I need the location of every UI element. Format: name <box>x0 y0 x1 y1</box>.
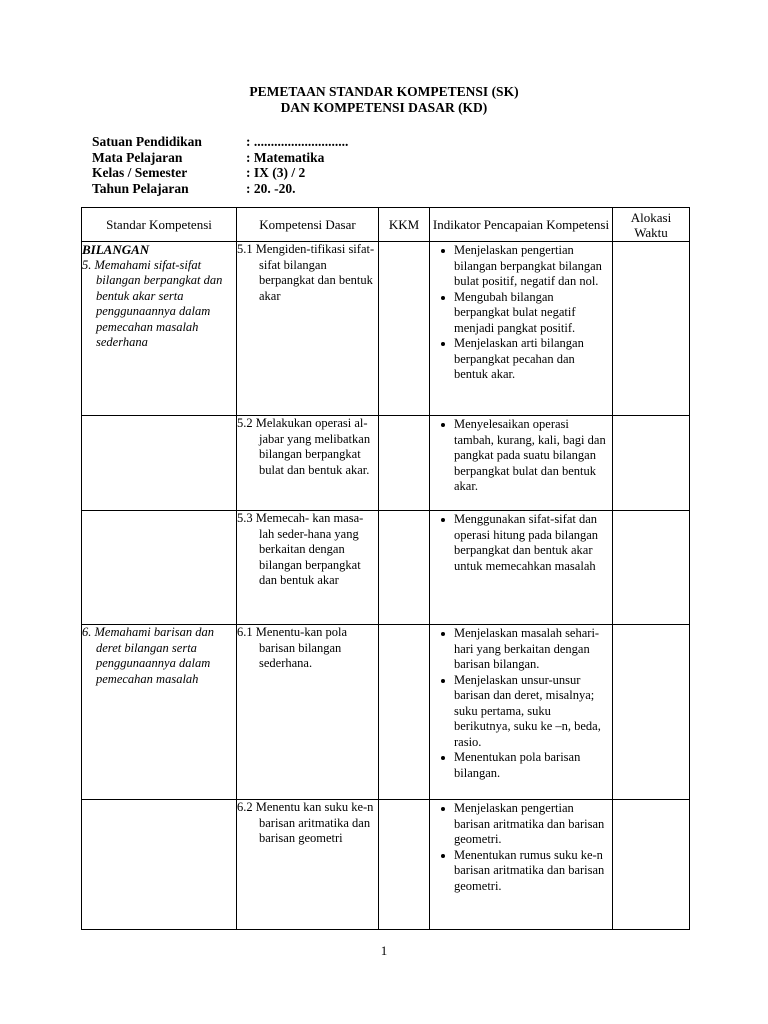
sk-text: 5. Memahami sifat-sifat bilangan berpangkat dan bentuk akar serta penggunaannya dalam pemecahan masalah sederhana <box>82 257 223 349</box>
info-value: : IX (3) / 2 <box>246 165 306 180</box>
document-title <box>0 84 768 116</box>
indikator-item: Menjelaskan arti bilangan berpangkat pecahan dan bentuk akar. <box>454 336 608 383</box>
header-indikator: Indikator Pencapaian Kompetensi <box>430 208 613 242</box>
indikator-item: Menggunakan sifat-sifat dan operasi hitung pada bilangan berpangkat dan bentuk akar untuk memecahkan masalah <box>454 512 608 574</box>
indikator-item: Menjelaskan pengertian bilangan berpangkat bilangan bulat positif, negatif dan nol. <box>454 243 608 290</box>
sk-heading: BILANGAN <box>82 242 150 257</box>
kd-cell <box>237 416 379 511</box>
indikator-cell <box>430 800 613 930</box>
kd-text: 5.3 Memecah- kan masa-lah seder-hana yang berkaitan dengan bilangan berpangkat dan bentuk akar <box>237 511 364 587</box>
info-row <box>92 150 348 166</box>
kkm-cell <box>379 511 430 625</box>
kkm-cell <box>379 242 430 416</box>
indikator-item: Menentukan rumus suku ke-n barisan aritmatika dan barisan geometri. <box>454 848 608 895</box>
alokasi-cell <box>613 800 690 930</box>
info-label: Satuan Pendidikan <box>92 134 202 149</box>
kd-text: 5.2 Melakukan operasi al-jabar yang melibatkan bilangan berpangkat bulat dan bentuk akar. <box>237 416 371 477</box>
table-row <box>82 242 690 416</box>
header-standar-kompetensi: Standar Kompetensi <box>82 208 237 242</box>
info-label: Kelas / Semester <box>92 165 188 180</box>
info-row <box>92 181 348 197</box>
sk-cell <box>82 242 237 416</box>
table-row <box>82 800 690 930</box>
alokasi-cell <box>613 625 690 800</box>
sk-cell <box>82 800 237 930</box>
alokasi-cell <box>613 242 690 416</box>
indikator-item: Mengubah bilangan berpangkat bulat negatif menjadi pangkat positif. <box>454 290 608 337</box>
info-row <box>92 134 348 150</box>
info-value: : 20. -20. <box>246 180 296 196</box>
indikator-item: Menjelaskan unsur-unsur barisan dan deret, misalnya; suku pertama, suku berikutnya, suku ke –n, beda, rasio. <box>454 673 608 751</box>
table-row <box>82 511 690 625</box>
info-label: Mata Pelajaran <box>92 149 183 165</box>
kd-cell <box>237 800 379 930</box>
kd-cell <box>237 625 379 800</box>
indikator-cell <box>430 416 613 511</box>
sk-cell <box>82 625 237 800</box>
info-value: : Matematika <box>246 149 325 165</box>
indikator-cell <box>430 242 613 416</box>
info-label: Tahun Pelajaran <box>92 180 189 196</box>
info-row <box>92 165 348 181</box>
alokasi-cell <box>613 416 690 511</box>
indikator-item: Menentukan pola barisan bilangan. <box>454 750 608 781</box>
indikator-item: Menyelesaikan operasi tambah, kurang, kali, bagi dan pangkat pada suatu bilangan berpangkat bulat dan bentuk akar. <box>454 417 608 495</box>
competency-mapping-table <box>81 207 690 930</box>
info-value: : ............................ <box>246 134 349 149</box>
kd-cell <box>237 242 379 416</box>
header-kompetensi-dasar: Kompetensi Dasar <box>237 208 379 242</box>
indikator-cell <box>430 625 613 800</box>
kd-text: 5.1 Mengiden-tifikasi sifat-sifat bilangan berpangkat dan bentuk akar <box>237 242 375 303</box>
header-kkm: KKM <box>379 208 430 242</box>
kd-cell <box>237 511 379 625</box>
kkm-cell <box>379 416 430 511</box>
kd-text: 6.2 Menentu kan suku ke-n barisan aritmatika dan barisan geometri <box>237 800 374 845</box>
info-block <box>92 134 348 196</box>
sk-cell <box>82 511 237 625</box>
kkm-cell <box>379 625 430 800</box>
indikator-cell <box>430 511 613 625</box>
sk-text: 6. Memahami barisan dan deret bilangan serta penggunaannya dalam pemecahan masalah <box>82 625 214 686</box>
alokasi-cell <box>613 511 690 625</box>
title-line-2: DAN KOMPETENSI DASAR (KD) <box>280 100 488 115</box>
kd-text: 6.1 Menentu-kan pola barisan bilangan sederhana. <box>237 625 348 670</box>
kkm-cell <box>379 800 430 930</box>
table-row <box>82 625 690 800</box>
page-number: 1 <box>380 943 388 958</box>
indikator-item: Menjelaskan pengertian barisan aritmatika dan barisan geometri. <box>454 801 608 848</box>
title-line-1: PEMETAAN STANDAR KOMPETENSI (SK) <box>249 84 519 99</box>
header-alokasi-waktu: Alokasi Waktu <box>613 208 690 242</box>
table-row <box>82 416 690 511</box>
indikator-item: Menjelaskan masalah sehari-hari yang berkaitan dengan barisan bilangan. <box>454 626 608 673</box>
sk-cell <box>82 416 237 511</box>
table-header-row <box>82 208 690 242</box>
